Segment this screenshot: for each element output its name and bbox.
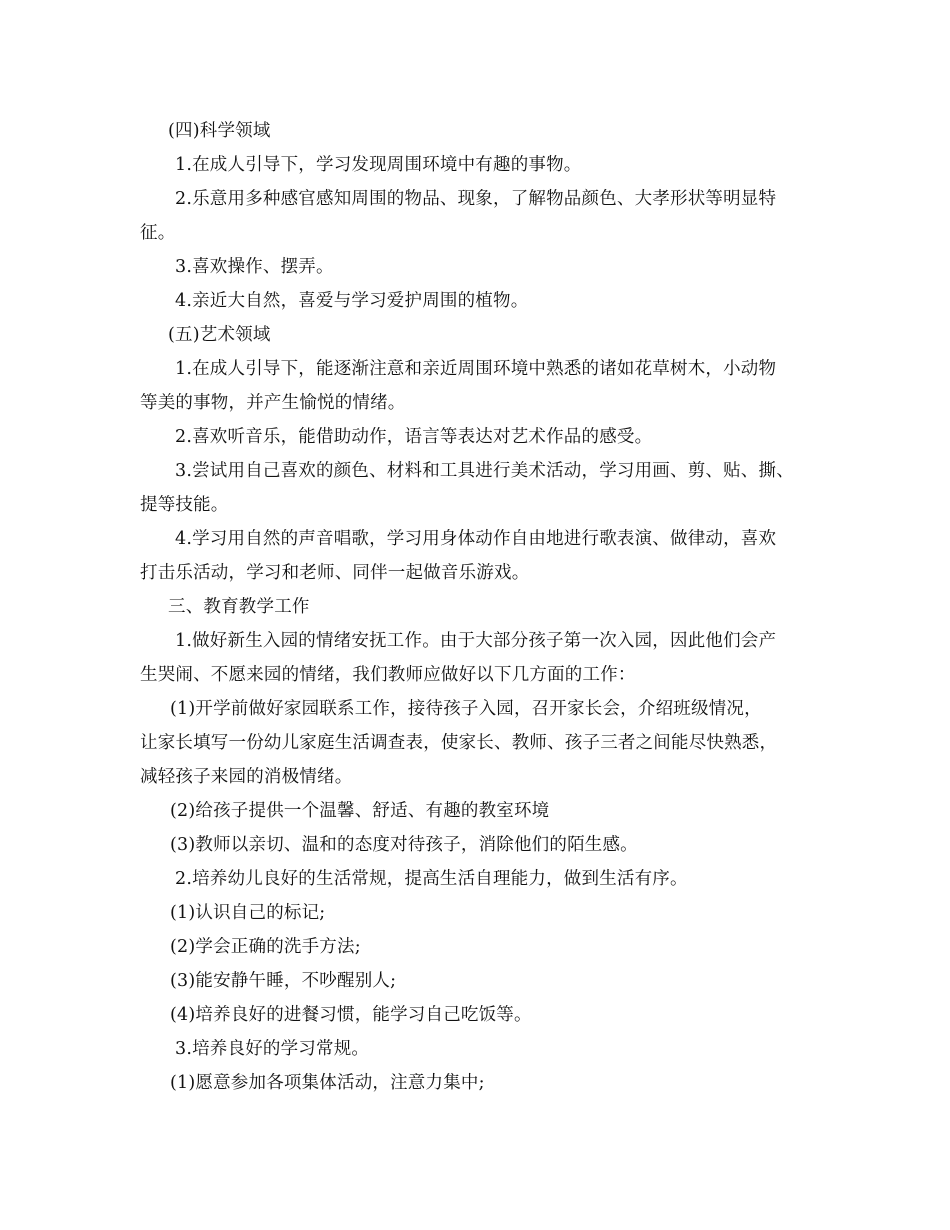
paragraph-line: 提等技能。: [140, 495, 229, 515]
paragraph-line: 3.培养良好的学习常规。: [175, 1039, 370, 1059]
section-heading-teaching: 三、教育教学工作: [168, 597, 310, 617]
paragraph-line: 让家长填写一份幼儿家庭生活调查表，使家长、教师、孩子三者之间能尽快熟悉，: [140, 733, 778, 753]
paragraph-line: 征。: [140, 223, 176, 243]
paragraph-line: 2.乐意用多种感官感知周围的物品、现象，了解物品颜色、大孝形状等明显特: [175, 189, 777, 209]
paragraph-line: 等美的事物，并产生愉悦的情绪。: [140, 393, 406, 413]
paragraph-line: 3.尝试用自己喜欢的颜色、材料和工具进行美术活动，学习用画、剪、贴、撕、: [175, 461, 794, 481]
paragraph-line: (2)给孩子提供一个温馨、舒适、有趣的教室环境: [170, 801, 550, 821]
paragraph-line: (3)教师以亲切、温和的态度对待孩子，消除他们的陌生感。: [170, 835, 638, 855]
paragraph-line: 4.亲近大自然，喜爱与学习爱护周围的植物。: [175, 291, 529, 311]
paragraph-line: 生哭闹、不愿来园的情绪，我们教师应做好以下几方面的工作：: [140, 665, 636, 685]
paragraph-line: 打击乐活动，学习和老师、同伴一起做音乐游戏。: [140, 563, 530, 583]
list-item: (3)能安静午睡，不吵醒别人;: [170, 971, 397, 991]
paragraph-line: 2.喜欢听音乐，能借助动作，语言等表达对艺术作品的感受。: [175, 427, 653, 447]
paragraph-line: 1.在成人引导下，能逐渐注意和亲近周围环境中熟悉的诸如花草树木，小动物: [175, 359, 777, 379]
paragraph-line: 减轻孩子来园的消极情绪。: [140, 767, 353, 787]
paragraph-line: 3.喜欢操作、摆弄。: [175, 257, 334, 277]
section-heading-science: (四)科学领域: [168, 121, 271, 141]
list-item: (1)愿意参加各项集体活动，注意力集中;: [170, 1073, 485, 1093]
paragraph-line: 2.培养幼儿良好的生活常规，提高生活自理能力，做到生活有序。: [175, 869, 688, 889]
paragraph-line: 1.做好新生入园的情绪安抚工作。由于大部分孩子第一次入园，因此他们会产: [175, 631, 777, 651]
paragraph-line: (1)开学前做好家园联系工作，接待孩子入园，召开家长会，介绍班级情况，: [170, 699, 762, 719]
section-heading-art: (五)艺术领域: [168, 325, 271, 345]
paragraph-line: 4.学习用自然的声音唱歌，学习用身体动作自由地进行歌表演、做律动，喜欢: [175, 529, 777, 549]
list-item: (2)学会正确的洗手方法;: [170, 937, 361, 957]
document-body: [140, 114, 820, 1100]
list-item: (4)培养良好的进餐习惯，能学习自己吃饭等。: [170, 1005, 532, 1025]
paragraph-line: 1.在成人引导下，学习发现周围环境中有趣的事物。: [175, 155, 582, 175]
list-item: (1)认识自己的标记;: [170, 903, 326, 923]
